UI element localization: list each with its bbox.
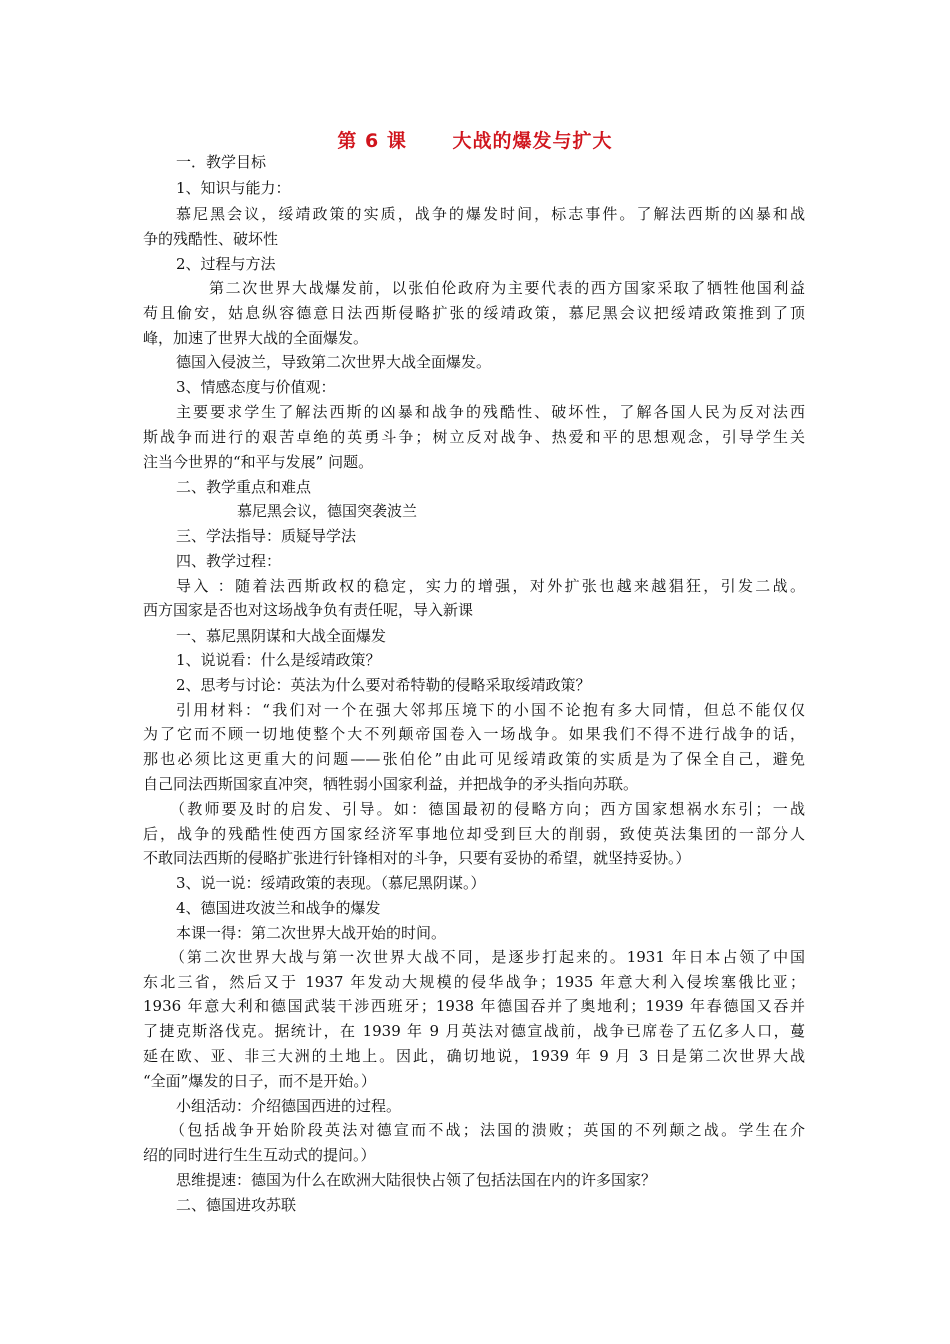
text-line: 东北三省，然后又于 1937 年发动大规模的侵华战争；1935 年意大利入侵埃塞俄比亚；: [143, 973, 805, 991]
text-line: 3、说一说：绥靖政策的表现。（慕尼黑阴谋。）: [176, 874, 486, 892]
text-line: 四、教学过程：: [176, 552, 282, 570]
text-line: “全面”爆发的日子，而不是开始。）: [143, 1072, 376, 1090]
text-line: 2、过程与方法: [176, 255, 276, 273]
text-line: （包括战争开始阶段英法对德宣而不战；法国的溃败；英国的不列颠之战。学生在介: [170, 1121, 805, 1139]
text-line: 慕尼黑会议，德国突袭波兰: [237, 502, 418, 520]
text-line: 第二次世界大战爆发前，以张伯伦政府为主要代表的西方国家采取了牺牲他国利益: [209, 279, 805, 297]
text-line: 注当今世界的“和平与发展” 问题。: [143, 453, 374, 471]
text-line: 峰，加速了世界大战的全面爆发。: [143, 329, 369, 347]
text-line: 二、德国进攻苏联: [176, 1196, 297, 1214]
text-line: （教师要及时的启发、引导。如：德国最初的侵略方向；西方国家想祸水东引；一战: [170, 800, 805, 818]
text-line: 3、情感态度与价值观：: [176, 378, 336, 396]
text-line: 三、学法指导：质疑导学法: [176, 527, 357, 545]
text-line: 引用材料：“我们对一个在强大邻邦压境下的小国不论抱有多大同情，但总不能仅仅: [176, 701, 805, 719]
text-line: 绍的同时进行生生互动式的提问。）: [143, 1146, 376, 1164]
text-line: 那也必须比这更重大的问题——张伯伦”由此可见绥靖政策的实质是为了保全自己，避免: [143, 750, 805, 768]
text-line: 为了它而不顾一切地使整个大不列颠帝国卷入一场战争。如果我们不得不进行战争的话，: [143, 725, 805, 743]
text-line: 一．教学目标: [176, 153, 267, 171]
text-line: 小组活动：介绍德国西进的过程。: [176, 1097, 402, 1115]
text-line: 西方国家是否也对这场战争负有责任呢，导入新课: [143, 601, 474, 619]
text-line: 1、知识与能力：: [176, 179, 291, 197]
text-line: 自己同法西斯国家直冲突，牺牲弱小国家利益，并把战争的矛头指向苏联。: [143, 775, 639, 793]
text-line: 一、慕尼黑阴谋和大战全面爆发: [176, 627, 387, 645]
text-line: 了捷克斯洛伐克。据统计，在 1939 年 9 月英法对德宣战前，战争已席卷了五亿多人口，蔓: [143, 1022, 805, 1040]
text-line: 1、说说看：什么是绥靖政策？: [176, 651, 381, 669]
page-title: 第 6 课 大战的爆发与扩大: [337, 130, 613, 152]
text-line: 德国入侵波兰，导致第二次世界大战全面爆发。: [176, 353, 492, 371]
text-line: 苟且偷安，姑息纵容德意日法西斯侵略扩张的绥靖政策，慕尼黑会议把绥靖政策推到了顶: [143, 304, 805, 322]
text-line: 本课一得：第二次世界大战开始的时间。: [176, 924, 447, 942]
text-line: 争的残酷性、破坏性: [143, 230, 279, 248]
text-line: 主要要求学生了解法西斯的凶暴和战争的残酷性、破坏性，了解各国人民为反对法西: [176, 403, 805, 421]
text-line: 后，战争的残酷性使西方国家经济军事地位却受到巨大的削弱，致使英法集团的一部分人: [143, 825, 805, 843]
text-line: 延在欧、亚、非三大洲的土地上。因此，确切地说，1939 年 9 月 3 日是第二次世界大战: [143, 1047, 805, 1065]
text-line: 二、教学重点和难点: [176, 478, 312, 496]
text-line: 2、思考与讨论：英法为什么要对希特勒的侵略采取绥靖政策？: [176, 676, 591, 694]
text-line: 斯战争而进行的艰苦卓绝的英勇斗争；树立反对战争、热爱和平的思想观念，引导学生关: [143, 428, 805, 446]
text-line: 不敢同法西斯的侵略扩张进行针锋相对的斗争，只要有妥协的希望，就坚持妥协。）: [143, 849, 691, 867]
text-line: 导入 ：随着法西斯政权的稳定，实力的增强，对外扩张也越来越猖狂，引发二战。: [176, 577, 805, 595]
text-line: 1936 年意大利和德国武装干涉西班牙；1938 年德国吞并了奥地利；1939 年春德国又吞并: [143, 997, 805, 1015]
text-line: （第二次世界大战与第一次世界大战不同，是逐步打起来的。1931 年日本占领了中国: [170, 948, 805, 966]
text-line: 慕尼黑会议，绥靖政策的实质，战争的爆发时间，标志事件。了解法西斯的凶暴和战: [176, 205, 805, 223]
text-line: 4、德国进攻波兰和战争的爆发: [176, 899, 381, 917]
text-line: 思维提速：德国为什么在欧洲大陆很快占领了包括法国在内的许多国家？: [176, 1171, 657, 1189]
